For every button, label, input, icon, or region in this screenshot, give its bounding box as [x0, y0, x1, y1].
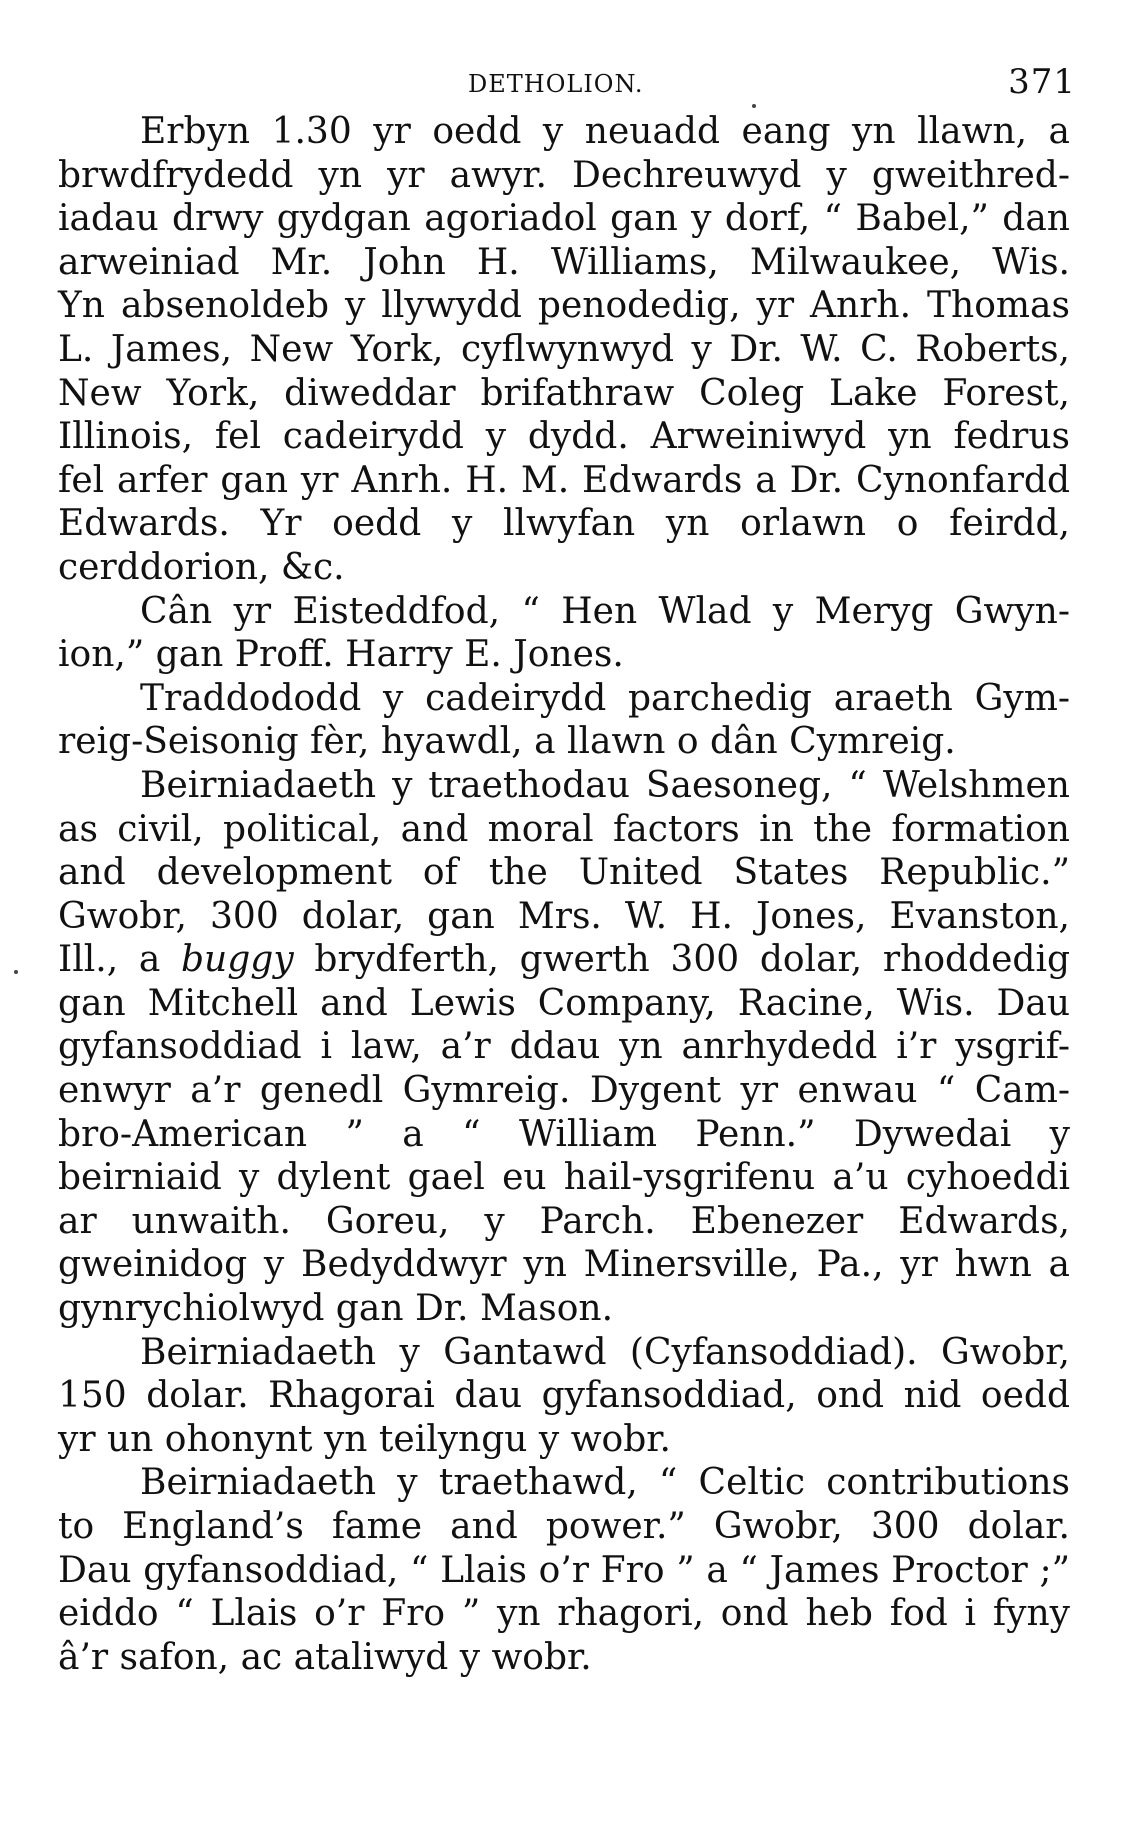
text-line: Traddododd y cadeirydd parchedig araeth Gym- [140, 677, 1070, 719]
book-page [58, 60, 1076, 1679]
text-line: brwdfrydedd yn yr awyr. Dechreuwyd y gweithred- [58, 154, 1070, 196]
text-line: gyfansoddiad i law, a’r ddau yn anrhydedd i’r ysgrif- [58, 1026, 1070, 1068]
text-line: Gwobr, 300 dolar, gan Mrs. W. H. Jones, Evanston, [58, 895, 1070, 937]
text-line: 150 dolar. Rhagorai dau gyfansoddiad, ond nid oedd [58, 1375, 1070, 1417]
text-line: arweiniad Mr. John H. Williams, Milwaukee, Wis. [58, 241, 1070, 283]
text-line: iadau drwy gydgan agoriadol gan y dorf, “ Babel,” dan [58, 198, 1070, 240]
text-line: New York, diweddar brifathraw Coleg Lake Forest, [58, 372, 1070, 414]
text-line: Yn absenoldeb y llywydd penodedig, yr Anrh. Thomas [58, 285, 1070, 327]
text-line: fel arfer gan yr Anrh. H. M. Edwards a Dr. Cynonfardd [58, 459, 1070, 501]
text-line: Edwards. Yr oedd y llwyfan yn orlawn o feirdd, [58, 503, 1070, 545]
text-line: yr un ohonynt yn teilyngu y wobr. [58, 1418, 671, 1460]
text-line: Beirniadaeth y traethawd, “ Celtic contributions [140, 1462, 1070, 1504]
paragraph [58, 1461, 1070, 1679]
paragraph [58, 110, 1070, 590]
text-line: Beirniadaeth y traethodau Saesoneg, “ Welshmen [140, 764, 1070, 806]
text-line [58, 938, 1070, 982]
paragraph [58, 764, 1070, 1331]
page-header [58, 60, 1076, 110]
paragraph [58, 590, 1070, 677]
print-speck [752, 104, 756, 108]
text-line: Illinois, fel cadeirydd y dydd. Arweiniwyd yn fedrus [58, 416, 1070, 458]
italic-word: buggy [181, 939, 294, 981]
text-line: L. James, New York, cyflwynwyd y Dr. W. C. Roberts, [58, 328, 1070, 370]
text-line: bro-American ” a “ William Penn.” Dywedai y [58, 1113, 1070, 1155]
text-line: Cân yr Eisteddfod, “ Hen Wlad y Meryg Gwyn- [140, 590, 1070, 632]
paragraph [58, 1331, 1070, 1462]
text-line: gweinidog y Bedyddwyr yn Minersville, Pa., yr hwn a [58, 1244, 1070, 1286]
text-line: reig-Seisonig fèr, hyawdl, a llawn o dân Cymreig. [58, 721, 956, 763]
text-segment: brydferth, gwerth 300 dolar, rhoddedig [293, 939, 1070, 981]
text-line: as civil, political, and moral factors in the formation [58, 808, 1070, 850]
text-line: ion,” gan Proff. Harry E. Jones. [58, 634, 624, 676]
text-line: â’r safon, ac ataliwyd y wobr. [58, 1636, 592, 1678]
text-line: Erbyn 1.30 yr oedd y neuadd eang yn llawn, a [140, 111, 1070, 152]
text-line: and development of the United States Republic.” [58, 852, 1070, 894]
text-line: gan Mitchell and Lewis Company, Racine, Wis. Dau [58, 982, 1070, 1024]
text-line: Dau gyfansoddiad, “ Llais o’r Fro ” a “ James Proctor ;” [58, 1549, 1070, 1591]
text-line: to England’s fame and power.” Gwobr, 300 dolar. [58, 1506, 1070, 1547]
paragraph [58, 677, 1070, 764]
text-line: Beirniadaeth y Gantawd (Cyfansoddiad). Gwobr, [140, 1331, 1070, 1373]
text-segment: Ill., a [58, 939, 182, 981]
text-line: enwyr a’r genedl Gymreig. Dygent yr enwau “ Cam- [58, 1070, 1070, 1112]
print-speck [14, 970, 18, 974]
page-body [58, 110, 1070, 1679]
running-title: DETHOLION. [468, 70, 644, 98]
text-line: eiddo “ Llais o’r Fro ” yn rhagori, ond heb fod i fyny [58, 1593, 1070, 1635]
page-number: 371 [1008, 62, 1076, 102]
text-line: cerddorion, &c. [58, 546, 345, 588]
text-line: ar unwaith. Goreu, y Parch. Ebenezer Edwards, [58, 1200, 1070, 1242]
text-line: beirniaid y dylent gael eu hail-ysgrifenu a’u cyhoeddi [58, 1157, 1070, 1199]
text-line: gynrychiolwyd gan Dr. Mason. [58, 1288, 614, 1330]
